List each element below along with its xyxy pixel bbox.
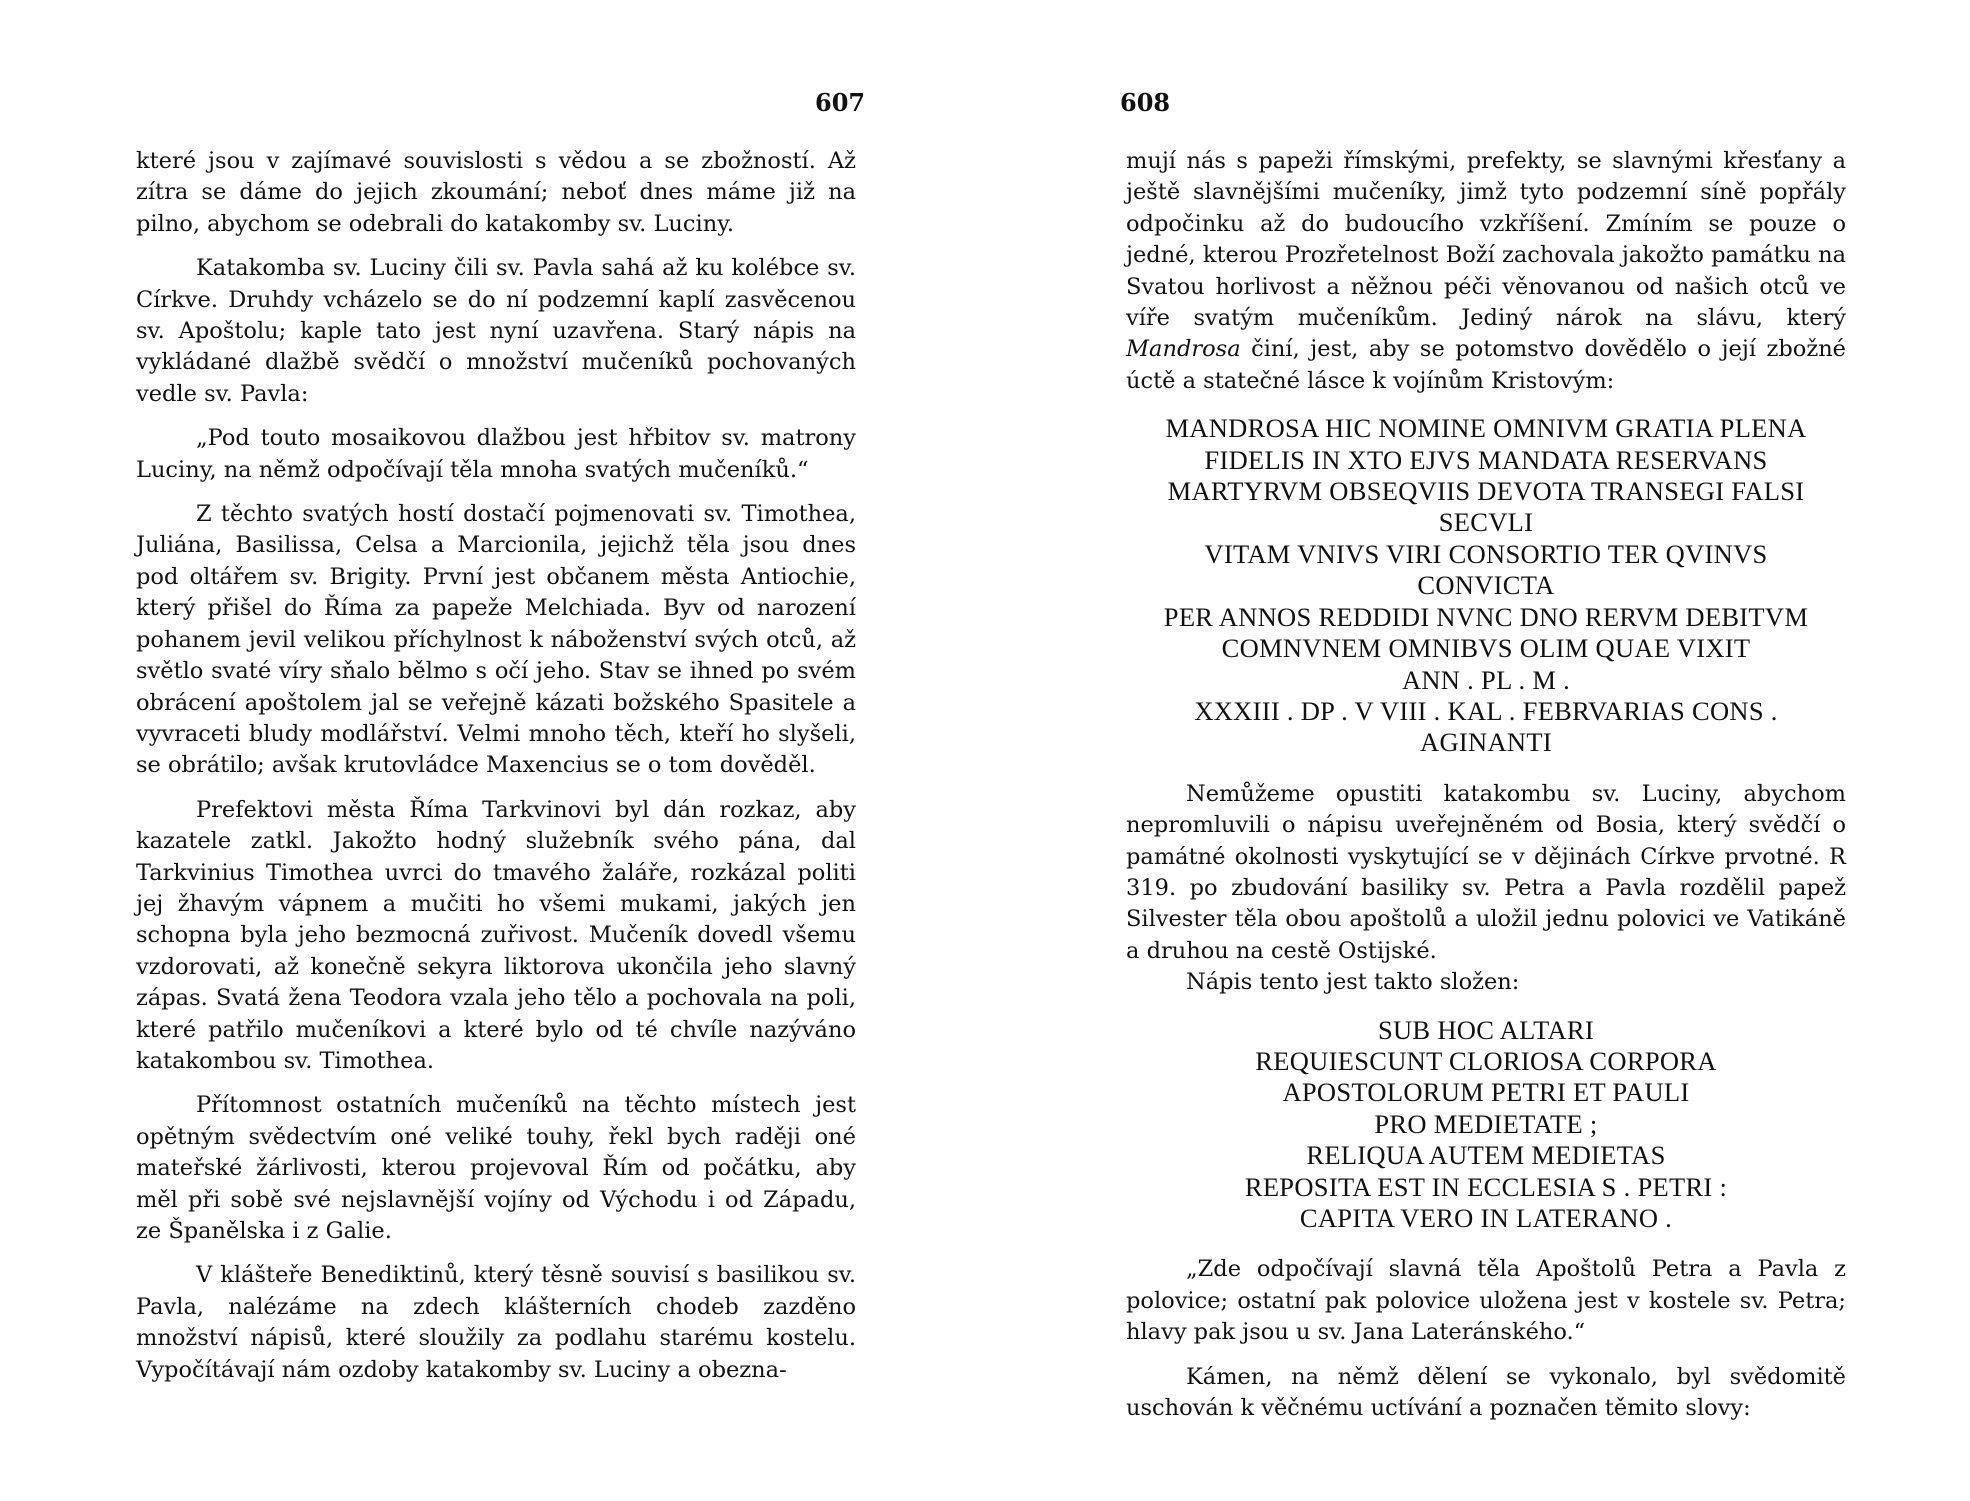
inscription-line: MARTYRVM OBSEQVIIS DEVOTA TRANSEGI FALSI xyxy=(1167,476,1805,507)
paragraph-translation-quote: „Zde odpočívají slavná těla Apoštolů Petra a Pavla z polovice; ostatní pak polovice uložena jest v kostele sv. Petra; hlavy pak jsou u sv. Jana Lateránského.“ xyxy=(1126,1256,1846,1346)
inscription-line: SUB HOC ALTARI xyxy=(1377,1014,1595,1045)
paragraph-5: Prefektovi města Říma Tarkvinovi byl dán rozkaz, aby kazatele zatkl. Jakožto hodný služebník svého pána, dal Tarkvinius Timothea uvrci do tmavého žaláře, rozkázal politi jej žhavým vápnem a mučiti ho všemi mukami, jakých jen schopna byla jeho bezmocná zuřivost. Mučeník dovedl všemu vzdorovati, až konečně sekyra liktorova ukončila jeho slavný zápas. Svatá žena Teodora vzala jeho tělo a pochovala na poli, které patřilo mučeníkovi a které bylo od té chvíle nazýváno katakombou sv. Timothea. xyxy=(136,796,856,1074)
paragraph-6: Přítomnost ostatních mučeníků na těchto místech jest opětným svědectvím oné veliké touhy, řekl bych raději oné mateřské žárlivosti, kterou projevoval Řím od počátku, aby měl při sobě své nejslavnější vojíny od Východu i od Západu, ze Španělska i z Galie. xyxy=(136,1092,856,1244)
inscription-line: RELIQUA AUTEM MEDIETAS xyxy=(1306,1140,1666,1171)
intro-name-mandrosa: Mandrosa xyxy=(1126,336,1241,363)
inscription-line: PRO MEDIETATE ; xyxy=(1374,1108,1598,1139)
inscription-altar xyxy=(1126,1015,1846,1235)
inscription-line: COMNVNEM OMNIBVS OLIM QUAE VIXIT xyxy=(1221,633,1751,664)
inscription-line: ANN . PL . M . xyxy=(1401,664,1571,695)
inscription-line: MANDROSA HIC NOMINE OMNIVM GRATIA PLENA xyxy=(1165,413,1807,444)
paragraph-4: Z těchto svatých hostí dostačí pojmenovati sv. Timothea, Juliána, Basilissa, Celsa a Marcionila, jejichž těla jsou dnes pod oltářem sv. Brigity. První jest občanem města Antiochie, který přišel do Říma za papeže Melchiada. Byv od narození pohanem jevil velikou příchylnost k náboženství svých otců, až světlo svaté víry sňalo bělmo s očí jeho. Stav se ihned po svém obrácení apoštolem jal se veřejně kázati božského Spasitele a vyvraceti bludy modlářství. Velmi mnoho těch, kteří ho slyšeli, se obrátilo; avšak krutovládce Maxencius se o tom dověděl. xyxy=(136,501,856,779)
paragraph-1: které jsou v zajímavé souvislosti s vědou a se zbožností. Až zítra se dáme do jejich zkoumání; neboť dnes máme již na pilno, abychom se odebrali do katakomby sv. Luciny. xyxy=(136,148,856,237)
inscription-line: SECVLI xyxy=(1438,507,1534,538)
right-text-block xyxy=(1126,146,1846,1437)
paragraph-3-quote: „Pod touto mosaikovou dlažbou jest hřbitov sv. matrony Luciny, na němž odpočívají těla mnoha svatých mučeníků.“ xyxy=(136,425,856,483)
page-number-right: 608 xyxy=(1120,88,1171,117)
inscription-line: CAPITA VERO IN LATERANO . xyxy=(1299,1203,1673,1233)
page-number-left: 607 xyxy=(815,88,866,117)
intro-text-before: mují nás s papeži římskými, prefekty, se slavnými křesťany a ještě slavnějšími mučeníky, jimž tyto podzemní síně popřály odpočinku až do budoucího vzkříšení. Zmíním se pouze o jedné, kterou Prozřetelnost Boží zachovala jakožto památku na Svatou horlivost a něžnou péči věnovanou od našich otců ve víře svatým mučeníkům. Jediný nárok na slávu, který xyxy=(1126,148,1846,332)
right-intro-paragraph xyxy=(1126,146,1846,397)
intro-text-after: činí, jest, aby se potomstvo dovědělo o její zbožné úctě a statečné lásce k vojínům Kristovým: xyxy=(1126,336,1846,394)
inscription-line: VITAM VNIVS VIRI CONSORTIO TER QVINVS xyxy=(1204,538,1768,569)
inscription-line: AGINANTI xyxy=(1420,727,1552,758)
inscription-line: FIDELIS IN XTO EJVS MANDATA RESERVANS xyxy=(1204,444,1768,475)
inscription-mandrosa xyxy=(1126,413,1846,758)
inscription-line: XXXIII . DP . V VIII . KAL . FEBRVARIAS CONS . xyxy=(1194,695,1778,726)
left-text-block xyxy=(136,146,856,1399)
right-page xyxy=(985,0,1970,1501)
paragraph-2: Katakomba sv. Luciny čili sv. Pavla sahá až ku kolébce sv. Církve. Druhdy vcházelo se do ní podzemní kaplí zasvěcenou sv. Apoštolu; kaple tato jest nyní uzavřena. Starý nápis na vykládané dlažbě svědčí o množství mučeníků pochovaných vedle sv. Pavla: xyxy=(136,255,856,407)
paragraph-kamen: Kámen, na němž dělení se vykonalo, byl svědomitě uschován k věčnému uctívání a poznačen těmito slovy: xyxy=(1126,1363,1846,1422)
inscription-line: REQUIESCUNT CLORIOSA CORPORA xyxy=(1255,1045,1717,1076)
inscription-line: PER ANNOS REDDIDI NVNC DNO RERVM DEBITVM xyxy=(1163,601,1809,632)
inscription-line: APOSTOLORUM PETRI ET PAULI xyxy=(1282,1077,1690,1108)
inscription-line: CONVICTA xyxy=(1417,570,1555,601)
paragraph-7: V klášteře Benediktinů, který těsně souvisí s basilikou sv. Pavla, nalézáme na zdech klášterních chodeb zazděno množství nápisů, které sloužily za podlahu starému kostelu. Vypočítávají nám ozdoby katakomby sv. Luciny a obezna- xyxy=(136,1262,856,1383)
paragraph-napis-tento: Nápis tento jest takto složen: xyxy=(1186,969,1520,996)
paragraph-bosio: Nemůžeme opustiti katakombu sv. Luciny, abychom nepromluvili o nápisu uveřejněném od Bosia, který svědčí o památné okolnosti vyskytující se v dějinách Církve prvotné. R 319. po zbudování basiliky sv. Petra a Pavla rozdělil papež Silvester těla obou apoštolů a uložil jednu polovici ve Vatikáně a druhou na cestě Ostijské. xyxy=(1126,780,1846,964)
inscription-line: REPOSITA EST IN ECCLESIA S . PETRI : xyxy=(1244,1171,1728,1202)
